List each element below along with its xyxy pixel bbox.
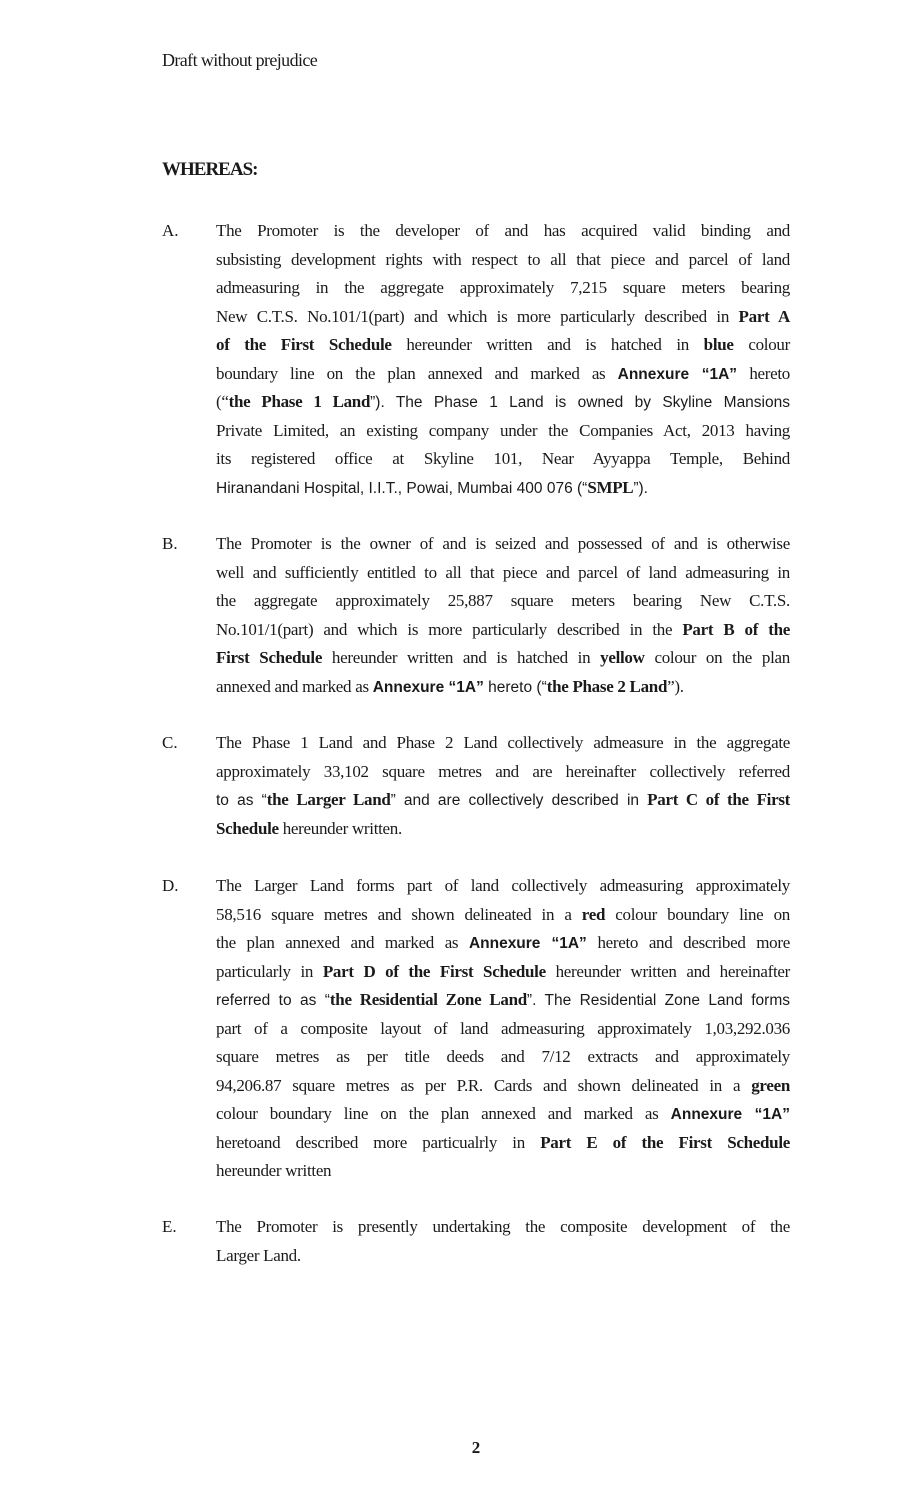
clause-line <box>216 1129 790 1158</box>
text-run: admeasuring in the aggregate approximately 7,215 square meters bearing <box>216 278 790 297</box>
clause-line <box>216 616 790 645</box>
text-run: colour on the plan <box>644 648 790 667</box>
clause-line <box>216 1015 790 1044</box>
clause-line <box>216 246 790 275</box>
text-run: 94,206.87 square metres as per P.R. Cards and shown delineated in a <box>216 1075 752 1095</box>
clause-line <box>216 1157 790 1186</box>
defined-term: the Larger Land <box>266 790 391 809</box>
draft-header: Draft without prejudice <box>162 50 318 70</box>
page-number: 2 <box>471 1438 481 1457</box>
text-run: The Phase 1 Land and Phase 2 Land collectively admeasure in the aggregate <box>216 733 790 752</box>
clause-line <box>216 815 790 844</box>
clause-label: B. <box>162 534 178 553</box>
text-run: ” and are collectively described in <box>390 792 648 809</box>
text-run: well and sufficiently entitled to all that piece and parcel of land admeasuring in <box>216 562 790 582</box>
text-run: Hiranandani Hospital, I.I.T., Powai, Mumbai 400 076 (“ <box>216 479 588 497</box>
whereas-heading: WHEREAS: <box>162 159 258 180</box>
clause-line <box>216 474 790 503</box>
clause-line <box>216 274 790 303</box>
text-run: hereunder written. <box>278 818 402 838</box>
text-run: boundary line on the plan annexed and marked as <box>216 363 618 383</box>
clause-line <box>216 388 790 417</box>
text-run: approximately 33,102 square metres and are hereinafter collectively referred <box>216 761 790 781</box>
clause-line <box>216 986 790 1015</box>
text-run: ”. The Residential Zone Land forms <box>526 992 791 1009</box>
defined-term: Schedule <box>216 818 279 838</box>
clause-body <box>216 729 790 843</box>
text-run: hereunder written and is hatched in <box>391 335 704 354</box>
text-run: (“ <box>216 392 229 411</box>
text-run: its registered office at Skyline 101, Near Ayyappa Temple, Behind <box>216 449 790 468</box>
text-run: annexed and marked as <box>216 676 373 696</box>
defined-term: Annexure “1A” <box>670 1106 791 1123</box>
text-run: The Promoter is the developer of and has acquired valid binding and <box>216 221 790 240</box>
text-run: The Promoter is the owner of and is seized and possessed of and is otherwise <box>216 534 790 553</box>
text-run: referred to as “ <box>216 992 330 1009</box>
clause-line <box>216 1242 790 1271</box>
text-run: Private Limited, an existing company under the Companies Act, 2013 having <box>216 420 790 440</box>
clause-line <box>216 901 790 930</box>
clause-line <box>216 729 790 758</box>
clause-line <box>216 1043 790 1072</box>
defined-term: the Phase 1 Land <box>228 392 371 411</box>
defined-term: SMPL <box>587 477 634 497</box>
clause-body <box>216 217 790 502</box>
clause-line <box>216 303 790 332</box>
clause-label: C. <box>162 733 178 752</box>
text-run: New C.T.S. No.101/1(part) and which is more particularly described in <box>216 306 739 326</box>
text-run: No.101/1(part) and which is more particularly described in the <box>216 619 683 639</box>
clause-line <box>216 217 790 246</box>
clause-line <box>216 331 790 360</box>
defined-term: blue <box>703 335 734 354</box>
defined-term: Part C of the First <box>647 790 791 809</box>
text-run: colour boundary line on <box>605 904 790 924</box>
text-run: ”). <box>633 479 648 497</box>
clause-line <box>216 644 790 673</box>
text-run: hereunder written and hereinafter <box>545 961 790 981</box>
text-run: particularly in <box>216 961 323 981</box>
text-run: The Promoter is presently undertaking the composite development of the <box>216 1217 790 1236</box>
defined-term: Annexure “1A” <box>468 935 587 952</box>
text-run: hereto (“ <box>483 678 547 696</box>
clause-line <box>216 587 790 616</box>
clause-line <box>216 872 790 901</box>
text-run: ”). The Phase 1 Land is owned by Skyline Mansions <box>370 394 790 411</box>
defined-term: red <box>581 904 606 924</box>
defined-term: green <box>751 1075 790 1095</box>
clause-line <box>216 559 790 588</box>
clause-label: E. <box>162 1217 177 1236</box>
clause-line <box>216 786 790 815</box>
clause-line <box>216 417 790 446</box>
defined-term: Part E of the First Schedule <box>540 1132 790 1152</box>
defined-term: Annexure “1A” <box>617 365 738 383</box>
clause-body <box>216 872 790 1186</box>
defined-term: Part A <box>738 306 790 326</box>
text-run: hereto <box>737 363 790 383</box>
defined-term: the Phase 2 Land <box>546 676 668 696</box>
text-run: hereto and described more <box>586 933 790 952</box>
clause-line <box>216 1072 790 1101</box>
defined-term: First Schedule <box>216 648 323 667</box>
text-run: 58,516 square metres and shown delineated in a <box>216 904 582 924</box>
clause-line <box>216 929 790 958</box>
text-run: ”). <box>667 676 684 696</box>
text-run: square metres as per title deeds and 7/12 extracts and approximately <box>216 1047 790 1066</box>
text-run: the plan annexed and marked as <box>216 933 469 952</box>
text-run: to as “ <box>216 792 267 809</box>
clause-line <box>216 530 790 559</box>
clause-line <box>216 758 790 787</box>
clause-line <box>216 1213 790 1242</box>
defined-term: Part B of the <box>682 619 790 639</box>
defined-term: Annexure “1A” <box>372 678 484 696</box>
defined-term: of the First Schedule <box>216 335 392 354</box>
text-run: hereunder written <box>216 1161 332 1180</box>
text-run: The Larger Land forms part of land collectively admeasuring approximately <box>216 876 790 895</box>
text-run: Larger Land. <box>216 1245 301 1265</box>
clause-line <box>216 360 790 389</box>
text-run: subsisting development rights with respect to all that piece and parcel of land <box>216 249 790 269</box>
text-run: heretoand described more particualrly in <box>216 1132 541 1152</box>
text-run: the aggregate approximately 25,887 square meters bearing New C.T.S. <box>216 591 790 610</box>
text-run: colour boundary line on the plan annexed and marked as <box>216 1104 671 1123</box>
clause-label: A. <box>162 221 179 240</box>
text-run: colour <box>733 335 790 354</box>
clause-line <box>216 958 790 987</box>
defined-term: yellow <box>600 648 645 667</box>
clause-body <box>216 1213 790 1270</box>
clause-line <box>216 1100 790 1129</box>
defined-term: Part D of the First Schedule <box>322 961 546 981</box>
text-run: part of a composite layout of land admeasuring approximately 1,03,292.036 <box>216 1018 790 1038</box>
text-run: hereunder written and is hatched in <box>322 648 601 667</box>
defined-term: the Residential Zone Land <box>329 990 527 1009</box>
clause-line <box>216 673 790 702</box>
clause-body <box>216 530 790 701</box>
clause-label: D. <box>162 876 179 895</box>
clause-line <box>216 445 790 474</box>
